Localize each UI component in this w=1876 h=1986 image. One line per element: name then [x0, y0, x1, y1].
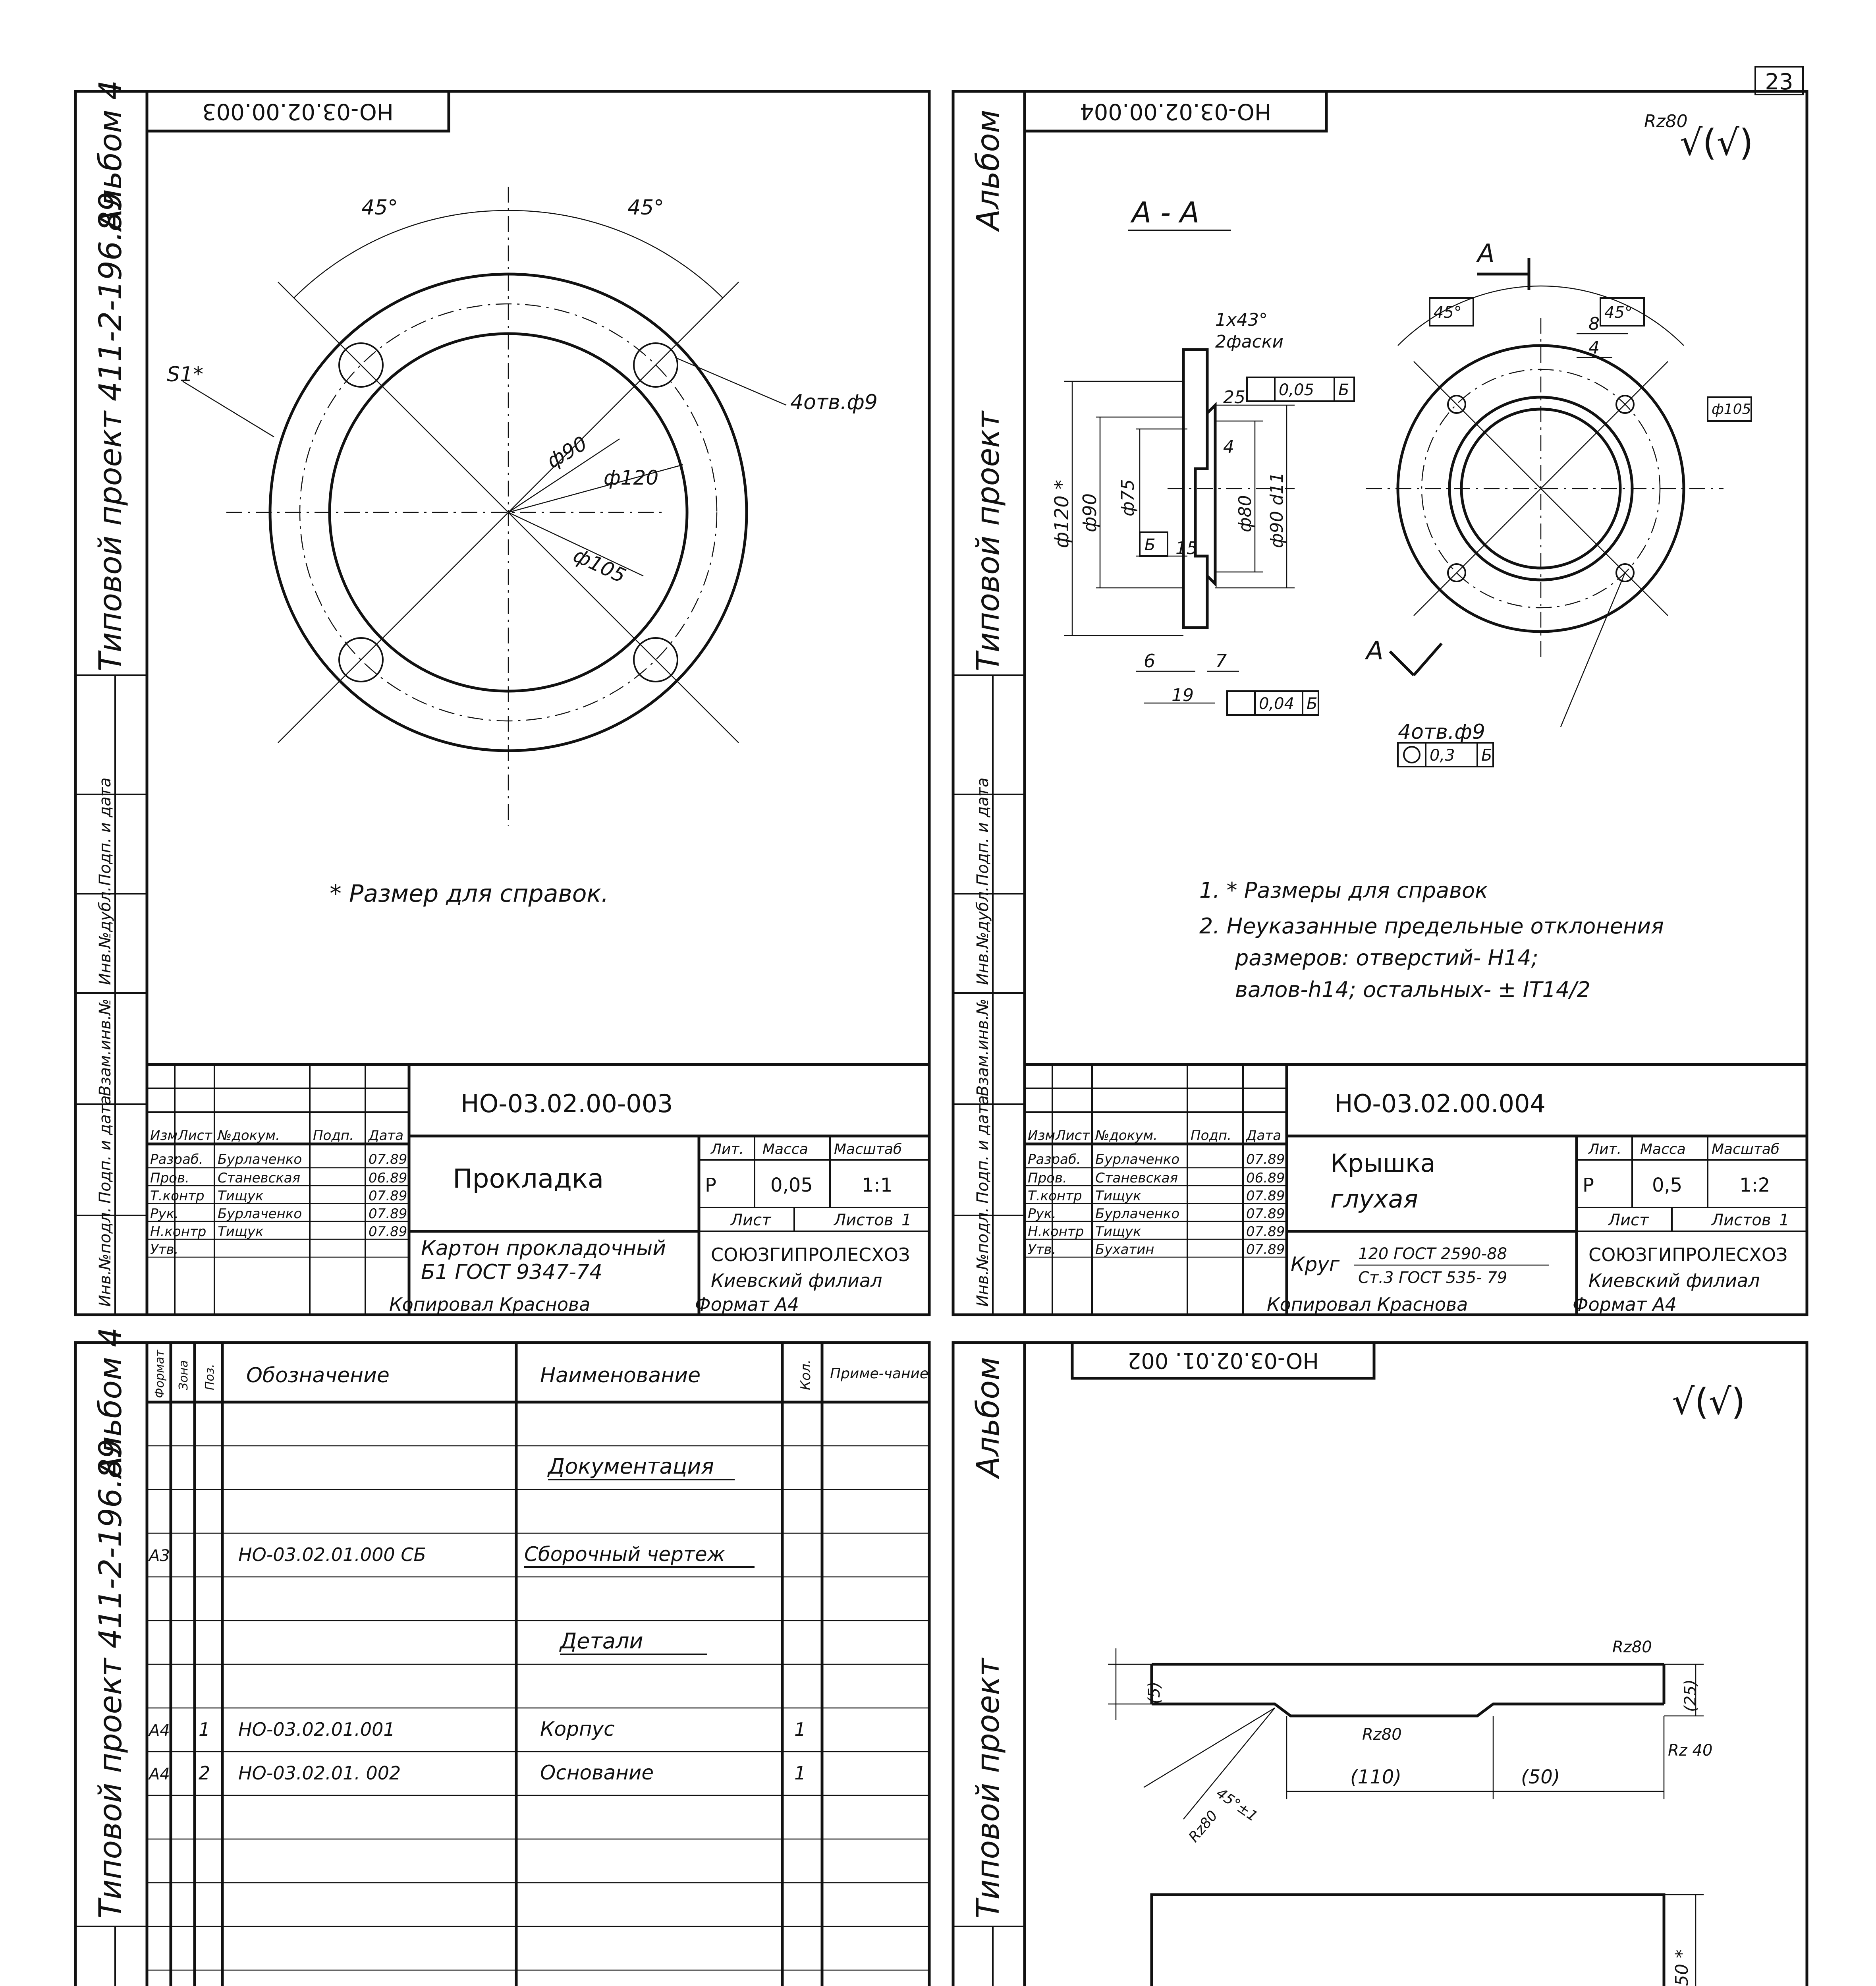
sheet1-signers-3-date: 07.89: [369, 1206, 407, 1222]
side_stamp_labels-0: Инв.№подл.: [974, 1207, 992, 1307]
title_block_common-org_line1: СОЮЗГИПРОЛЕСХОЗ: [1588, 1244, 1788, 1265]
side-stamp-4: [953, 1926, 1025, 1986]
spec-section-parts: Детали: [560, 1629, 643, 1654]
sheet1-signers-3-name: Бурлаченко: [218, 1206, 302, 1222]
s1-d120: ф120: [604, 466, 659, 489]
sheet1-material-1: Картон прокладочный: [421, 1236, 666, 1260]
title_block_common-col_headers-4: Дата: [1246, 1128, 1282, 1144]
sheet2-dims-pos_tol: 0,3: [1430, 746, 1455, 765]
spec-row-assembly-code: НО-03.02.01.000 СБ: [238, 1544, 426, 1565]
sheet2-signers-4-date: 07.89: [1246, 1224, 1285, 1240]
side_stamp_labels-4: Подп. и дата: [974, 777, 992, 886]
sheet2-code-mirrored: HO-03.02.00.004: [1079, 99, 1272, 124]
base-plate-side-view: [1152, 1895, 1704, 1986]
sheet3-spec_rows-3-pos: 1: [199, 1719, 210, 1740]
s2-chamfer-b: 2фаски: [1215, 332, 1283, 352]
spec-row-2-code: НО-03.02.01. 002: [238, 1762, 401, 1784]
sheet4-dims-d_50s: 50 *: [1672, 1949, 1692, 1986]
sheet2-signers-5-date: 07.89: [1246, 1242, 1285, 1258]
title_block_common-sheet_label: Лист: [1608, 1211, 1649, 1229]
project-label-1: Типовой проект 411-2-196.89: [93, 191, 129, 671]
sheet1-code: НО-03.02.00-003: [461, 1089, 673, 1118]
base-plate-top-view: [1108, 1648, 1704, 1819]
sheet1-name: Прокладка: [453, 1163, 604, 1194]
sheet2-scale: 1:2: [1739, 1174, 1770, 1196]
side_stamp_labels-1: Подп. и дата: [974, 1095, 992, 1204]
sheet2-code: НО-03.02.00.004: [1334, 1089, 1546, 1118]
project-label-2: Типовой проект: [971, 411, 1006, 671]
side-stamp-2: [953, 675, 1025, 1315]
s1-d105: ф105: [569, 543, 629, 588]
sheet2-dims-ref_105: ф105: [1712, 401, 1751, 417]
sheet4-dims-d_110: (110): [1350, 1766, 1402, 1788]
sheet2-sheets_count: 1: [1779, 1211, 1789, 1229]
sheet3-spec_headers-6: Приме-чание: [830, 1366, 929, 1382]
side-label-inv: Инв.№подл.: [96, 1207, 114, 1307]
sheet3-spec_rows-4-fmt: А4: [149, 1765, 170, 1783]
sheet2-dims-base_b: Б: [1481, 746, 1492, 765]
page-number: 23: [1765, 69, 1793, 95]
sheet3-spec_rows-1-fmt: А3: [149, 1547, 170, 1565]
sheet-3: [147, 1343, 929, 1986]
sheet1-material-2: Б1 ГОСТ 9347-74: [421, 1260, 603, 1284]
sheet2-signers-3-role: Рук.: [1028, 1206, 1056, 1222]
album-label-2: Альбом: [971, 110, 1006, 230]
title_block_common-sheets_label: Листов: [834, 1211, 894, 1229]
sheet3-spec_rows-4-qty: 1: [794, 1762, 806, 1784]
spec-row-lines: [147, 1446, 929, 1986]
s2-note-4: валов-h14; остальных- ± IT14/2: [1235, 977, 1590, 1002]
sheet2-signers-4-name: Тищук: [1095, 1224, 1141, 1240]
sheet4-dims-rz80b: Rz80: [1362, 1725, 1402, 1744]
sheet2-dims-v_7: 7: [1215, 650, 1227, 672]
sheet4-dims-d_25: (25): [1681, 1679, 1700, 1712]
sheet-4: [1025, 1343, 1807, 1986]
sheet3-spec_rows-4-pos: 2: [199, 1762, 210, 1784]
sheet2-signers-2-name: Тищук: [1095, 1188, 1141, 1204]
side_stamp_labels-3: Инв.№дубл.: [974, 886, 992, 985]
spec-row-1-name: Корпус: [540, 1717, 615, 1741]
sheet1-signers-0-role: Разраб.: [150, 1151, 203, 1167]
sheet2-signers-4-role: Н.контр: [1028, 1224, 1084, 1240]
side-label-sign: Подп. и дата: [96, 1095, 114, 1204]
sheet1-signers-0-name: Бурлаченко: [218, 1151, 302, 1167]
sheet2-material_bottom: Ст.3 ГОСТ 535- 79: [1358, 1269, 1507, 1287]
sheet2-signers-1-date: 06.89: [1246, 1170, 1285, 1186]
sheet2-signers-0-role: Разраб.: [1028, 1151, 1081, 1167]
side-label-dup: Инв.№дубл.: [96, 886, 114, 985]
sheet4-dims-rz40: Rz 40: [1668, 1741, 1713, 1760]
sheet1-signers-1-name: Станевская: [218, 1170, 301, 1186]
title_block_common-sheets_label: Листов: [1712, 1211, 1771, 1229]
s2-note-3: размеров: отверстий- Н14;: [1235, 945, 1538, 970]
format-1: Формат А4: [695, 1294, 799, 1315]
sheet-2: [1025, 91, 1807, 1315]
title_block_common-col_headers-1: Лист: [1056, 1128, 1090, 1144]
spec-section-docs: Документация: [548, 1454, 714, 1479]
s2-d90: ф90: [1079, 493, 1100, 532]
title_block_common-col_headers-2: №докум.: [218, 1128, 280, 1144]
sheet4-dims-d_50: (50): [1521, 1766, 1560, 1788]
sheet2-dims-base_b: Б: [1307, 695, 1318, 713]
s2-note-1: 1. * Размеры для справок: [1199, 878, 1488, 903]
cap-section-drawing: [1064, 350, 1354, 715]
sheet1-signers-2-date: 07.89: [369, 1188, 407, 1204]
sheet1-code-mirrored: HO-03.02.00.003: [202, 99, 394, 124]
title_block_common-mass_label: Масса: [762, 1141, 808, 1157]
sheet1-sheets_count: 1: [901, 1211, 912, 1229]
sheet4-dims-d_5: (5): [1145, 1681, 1164, 1704]
title_block_common-sheet_label: Лист: [731, 1211, 771, 1229]
sheet1-signers-2-role: Т.контр: [150, 1188, 205, 1204]
sheet2-signers-3-name: Бурлаченко: [1095, 1206, 1180, 1222]
sheet3-spec_headers-0: Формат: [153, 1350, 167, 1398]
sheet2-dims-v_4b: 4: [1588, 338, 1600, 358]
section-label: А - А: [1132, 196, 1200, 229]
title_block_common-col_headers-3: Подп.: [313, 1128, 354, 1144]
sheet1-scale: 1:1: [862, 1174, 893, 1196]
sheet2-roughness: Rz80: [1644, 111, 1688, 131]
sheet1-signers-4-name: Тищук: [218, 1224, 264, 1240]
sheet2-mass: 0,5: [1652, 1174, 1683, 1196]
sheet2-signers-1-name: Станевская: [1095, 1170, 1178, 1186]
title_block_common-col_headers-1: Лист: [178, 1128, 212, 1144]
sheet2-dims-v_6: 6: [1144, 650, 1156, 672]
sheet3-spec_headers-1: Зона: [177, 1360, 191, 1390]
cap-plan-drawing: [1366, 286, 1751, 767]
copied-by-2: Копировал Краснова: [1267, 1294, 1468, 1315]
side-stamp-3: [75, 1926, 147, 1986]
format-2: Формат А4: [1573, 1294, 1677, 1315]
sheet3-spec_rows-3-fmt: А4: [149, 1721, 170, 1740]
spec-row-2-name: Основание: [540, 1761, 654, 1784]
sheet2-signers-5-role: Утв.: [1028, 1242, 1056, 1258]
title_block_common-col_headers-3: Подп.: [1191, 1128, 1231, 1144]
title_block_common-scale_label: Масштаб: [834, 1141, 902, 1157]
title_block_common-lit_label: Лит.: [711, 1141, 744, 1157]
sheet1-signers-2-name: Тищук: [218, 1188, 264, 1204]
project-label-4: Типовой проект: [971, 1658, 1006, 1918]
spec-header-code: Обозначение: [246, 1364, 390, 1387]
s1-d90: ф90: [543, 431, 591, 473]
title_block_common-org_line2: Киевский филиал: [711, 1270, 882, 1291]
s1-thickness: S1*: [167, 363, 204, 386]
sheet1-signers-3-role: Рук.: [150, 1206, 179, 1222]
sheet1-signers-0-date: 07.89: [369, 1151, 407, 1167]
sheet2-signers-3-date: 07.89: [1246, 1206, 1285, 1222]
spec-row-1-code: НО-03.02.01.001: [238, 1719, 395, 1740]
title_block_common-mass_label: Масса: [1640, 1141, 1686, 1157]
sheet-1: [147, 91, 929, 1315]
side-label-sign2: Подп. и дата: [96, 777, 114, 886]
sheet2-dims-base_b: Б: [1145, 536, 1156, 554]
title_block_common-col_headers-0: Изм: [1028, 1128, 1056, 1144]
album-label-4: Альбом: [971, 1357, 1006, 1478]
side-stamp-1: [75, 675, 147, 1315]
title_block_common-col_headers-0: Изм: [150, 1128, 178, 1144]
sheet4-roughness-mark: √(√): [1672, 1381, 1745, 1423]
side-label-replace: Взам.инв.№: [96, 998, 114, 1096]
sheet2-signers-2-date: 07.89: [1246, 1188, 1285, 1204]
sheet3-spec_headers-5: Кол.: [798, 1359, 814, 1390]
sheet2-signers-0-date: 07.89: [1246, 1151, 1285, 1167]
s2-holes: 4отв.ф9: [1398, 720, 1485, 744]
title_block_common-scale_label: Масштаб: [1712, 1141, 1780, 1157]
s2-d120: ф120 *: [1051, 480, 1073, 548]
sheet1-mass: 0,05: [770, 1174, 813, 1196]
sheet1-signers-4-date: 07.89: [369, 1224, 407, 1240]
sheet2-dims-v_4: 4: [1223, 437, 1234, 457]
side_stamp_labels-2: Взам.инв.№: [974, 998, 992, 1096]
sheet1-signers-4-role: Н.контр: [150, 1224, 207, 1240]
sheet2-dims-v_25: 25: [1223, 387, 1245, 408]
sheet2-signers-5-name: Бухатин: [1095, 1242, 1154, 1258]
sheet4-code-mirrored: HO-03.02.01. 002: [1127, 1348, 1319, 1373]
s2-view-a-top: А: [1477, 239, 1495, 269]
sheet2-dims-v_8: 8: [1588, 314, 1600, 334]
sheet3-spec_rows-3-qty: 1: [794, 1719, 806, 1740]
title_block_common-org_line1: СОЮЗГИПРОЛЕСХОЗ: [711, 1244, 910, 1265]
s2-runout-a: 0,05: [1279, 381, 1314, 399]
sheet4-dims-rz80a: Rz80: [1612, 1638, 1652, 1656]
title_block_common-col_headers-4: Дата: [369, 1128, 404, 1144]
sheet1-signers-1-date: 06.89: [369, 1170, 407, 1186]
spec-header-name: Наименование: [540, 1364, 701, 1387]
sheet2-name-1: Крышка: [1330, 1149, 1436, 1178]
title_block_common-org_line2: Киевский филиал: [1588, 1270, 1760, 1291]
gasket-drawing: [183, 187, 786, 826]
sheet2-dims-ang_1: 45°: [1434, 303, 1462, 322]
s2-chamfer-a: 1x43°: [1215, 310, 1268, 330]
sheet2-lit: Р: [1583, 1174, 1594, 1196]
project-label-3: Типовой проект 411-2-196.89: [93, 1439, 129, 1918]
s2-runout-b: 0,04: [1259, 695, 1295, 713]
sheet4-dims-d_45: 45°±1: [1213, 1785, 1261, 1825]
sheet1-note: * Размер для справок.: [330, 880, 609, 908]
sheet2-signers-1-role: Пров.: [1028, 1170, 1067, 1186]
sheet2-signers-2-role: Т.контр: [1028, 1188, 1082, 1204]
title_block_common-lit_label: Лит.: [1588, 1141, 1621, 1157]
s2-note-2: 2. Неуказанные предельные отклонения: [1199, 914, 1664, 939]
sheet1-signers-1-role: Пров.: [150, 1170, 189, 1186]
sheet1-signers-5-role: Утв.: [150, 1242, 179, 1258]
sheet2-dims-v_19: 19: [1172, 685, 1194, 705]
s2-d75: ф75: [1118, 479, 1138, 516]
s2-d80: ф80: [1235, 495, 1255, 532]
album-label-3: Альбом 4: [93, 1327, 129, 1478]
s2-view-a-bottom: А: [1366, 636, 1384, 666]
sheet2-name-2: глухая: [1330, 1184, 1418, 1213]
sheet1-lit: Р: [705, 1174, 716, 1196]
s1-angle-a: 45°: [361, 196, 398, 220]
spec-row-assembly-name: Сборочный чертеж: [524, 1543, 725, 1566]
sheet4-dims-rz80c: Rz80: [1185, 1807, 1221, 1845]
sheet2-signers-0-name: Бурлаченко: [1095, 1151, 1180, 1167]
sheet2-dims-base_b: Б: [1338, 381, 1349, 399]
sheet2-dims-ang_2: 45°: [1604, 303, 1633, 322]
s2-d90d11: ф90 d11: [1267, 472, 1287, 548]
s1-holes: 4отв.ф9: [790, 390, 878, 414]
sheet2-material_top: 120 ГОСТ 2590-88: [1358, 1245, 1507, 1263]
album-label-1: Альбом 4: [93, 80, 129, 230]
sheet2-dims-v_15: 15: [1175, 538, 1198, 558]
s1-angle-b: 45°: [627, 196, 664, 220]
sheet3-spec_headers-2: Поз.: [203, 1364, 217, 1390]
sheet2-roughness-mark: √(√): [1680, 122, 1753, 164]
sheet2-material_prefix: Круг: [1291, 1253, 1340, 1276]
title_block_common-col_headers-2: №докум.: [1095, 1128, 1158, 1144]
copied-by-1: Копировал Краснова: [389, 1294, 591, 1315]
